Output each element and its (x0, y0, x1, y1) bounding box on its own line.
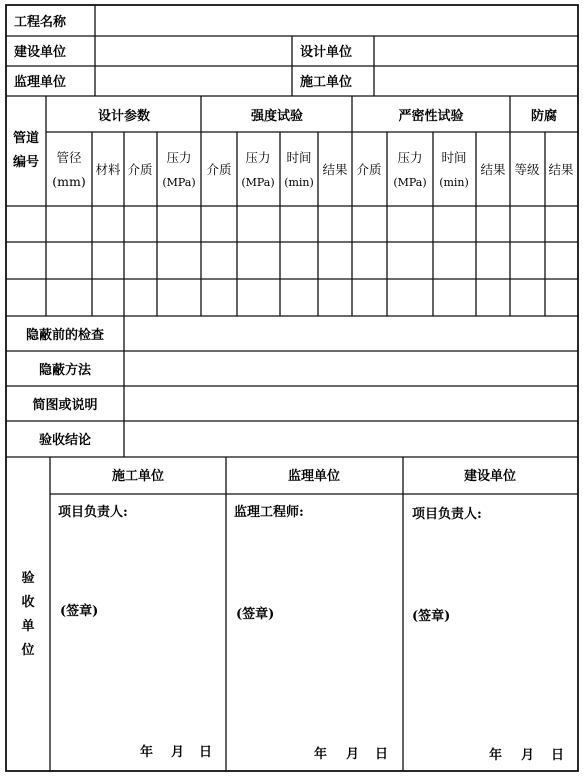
col-tightness-pressure-line1: 压力 (397, 150, 423, 165)
sketch-label: 简图或说明 (32, 398, 98, 413)
col-anticorrosion-result: 结果 (548, 162, 574, 177)
supervisor-seal: (签章) (236, 607, 275, 622)
acceptance-side-char-4: 位 (21, 643, 35, 658)
design-params-header: 设计参数 (97, 109, 151, 124)
conclusion-label: 验收结论 (38, 433, 92, 448)
col-strength-time-line1: 时间 (286, 150, 312, 165)
col-tightness-pressure-line2: (MPa) (393, 176, 427, 189)
builder-role: 项目负责人: (58, 505, 128, 520)
acceptance-side-char-3: 单 (21, 619, 35, 634)
concealment-method-label: 隐蔽方法 (38, 363, 92, 378)
col-strength-time-line2: (min) (284, 176, 314, 189)
anticorrosion-header: 防腐 (530, 109, 558, 124)
strength-test-header: 强度试验 (250, 109, 304, 124)
acceptance-side-char-1: 验 (21, 571, 35, 586)
design-unit-label: 设计单位 (300, 45, 353, 60)
builder-seal: (签章) (60, 604, 99, 619)
owner-title: 建设单位 (463, 469, 517, 484)
owner-role: 项目负责人: (412, 507, 482, 522)
col-diameter-line1: 管径 (56, 150, 82, 165)
col-strength-pressure-line2: (MPa) (241, 176, 275, 189)
pipe-id-header-line1: 管道 (12, 131, 40, 146)
acceptance-side-char-2: 收 (21, 595, 35, 610)
col-tightness-medium: 介质 (356, 162, 382, 177)
col-strength-pressure-line1: 压力 (245, 150, 271, 165)
pre-check-label: 隐蔽前的检查 (25, 328, 105, 343)
col-anticorrosion-grade: 等级 (514, 162, 540, 177)
supervisor-title: 监理单位 (287, 469, 341, 484)
builder-date-year: 年 (140, 745, 154, 760)
tightness-test-header: 严密性试验 (398, 109, 464, 124)
col-diameter-line2: (mm) (52, 174, 86, 189)
supervisor-date-year: 年 (314, 747, 328, 762)
col-strength-medium: 介质 (206, 162, 232, 177)
construction-unit-label: 建设单位 (14, 45, 67, 60)
owner-date-year: 年 (489, 748, 503, 763)
col-medium: 介质 (127, 162, 153, 177)
builder-unit-label: 施工单位 (300, 75, 353, 90)
owner-date-month: 月 (521, 748, 535, 763)
builder-date-month: 月 (171, 745, 185, 760)
col-pressure-line2: (MPa) (162, 176, 196, 189)
pipe-id-header-line2: 编号 (12, 155, 40, 170)
col-tightness-time-line1: 时间 (441, 150, 467, 165)
owner-seal: (签章) (412, 609, 451, 624)
supervisor-date-day: 日 (375, 747, 389, 762)
builder-date-day: 日 (199, 745, 213, 760)
supervisor-date-month: 月 (346, 747, 360, 762)
col-tightness-result: 结果 (480, 162, 506, 177)
col-strength-result: 结果 (322, 162, 348, 177)
col-pressure-line1: 压力 (166, 150, 192, 165)
supervisor-role: 监理工程师: (234, 505, 304, 520)
col-tightness-time-line2: (min) (439, 176, 469, 189)
owner-date-day: 日 (551, 748, 565, 763)
builder-title: 施工单位 (111, 469, 165, 484)
project-name-label: 工程名称 (14, 15, 67, 30)
col-material: 材料 (95, 162, 121, 177)
supervision-unit-label: 监理单位 (14, 75, 67, 90)
